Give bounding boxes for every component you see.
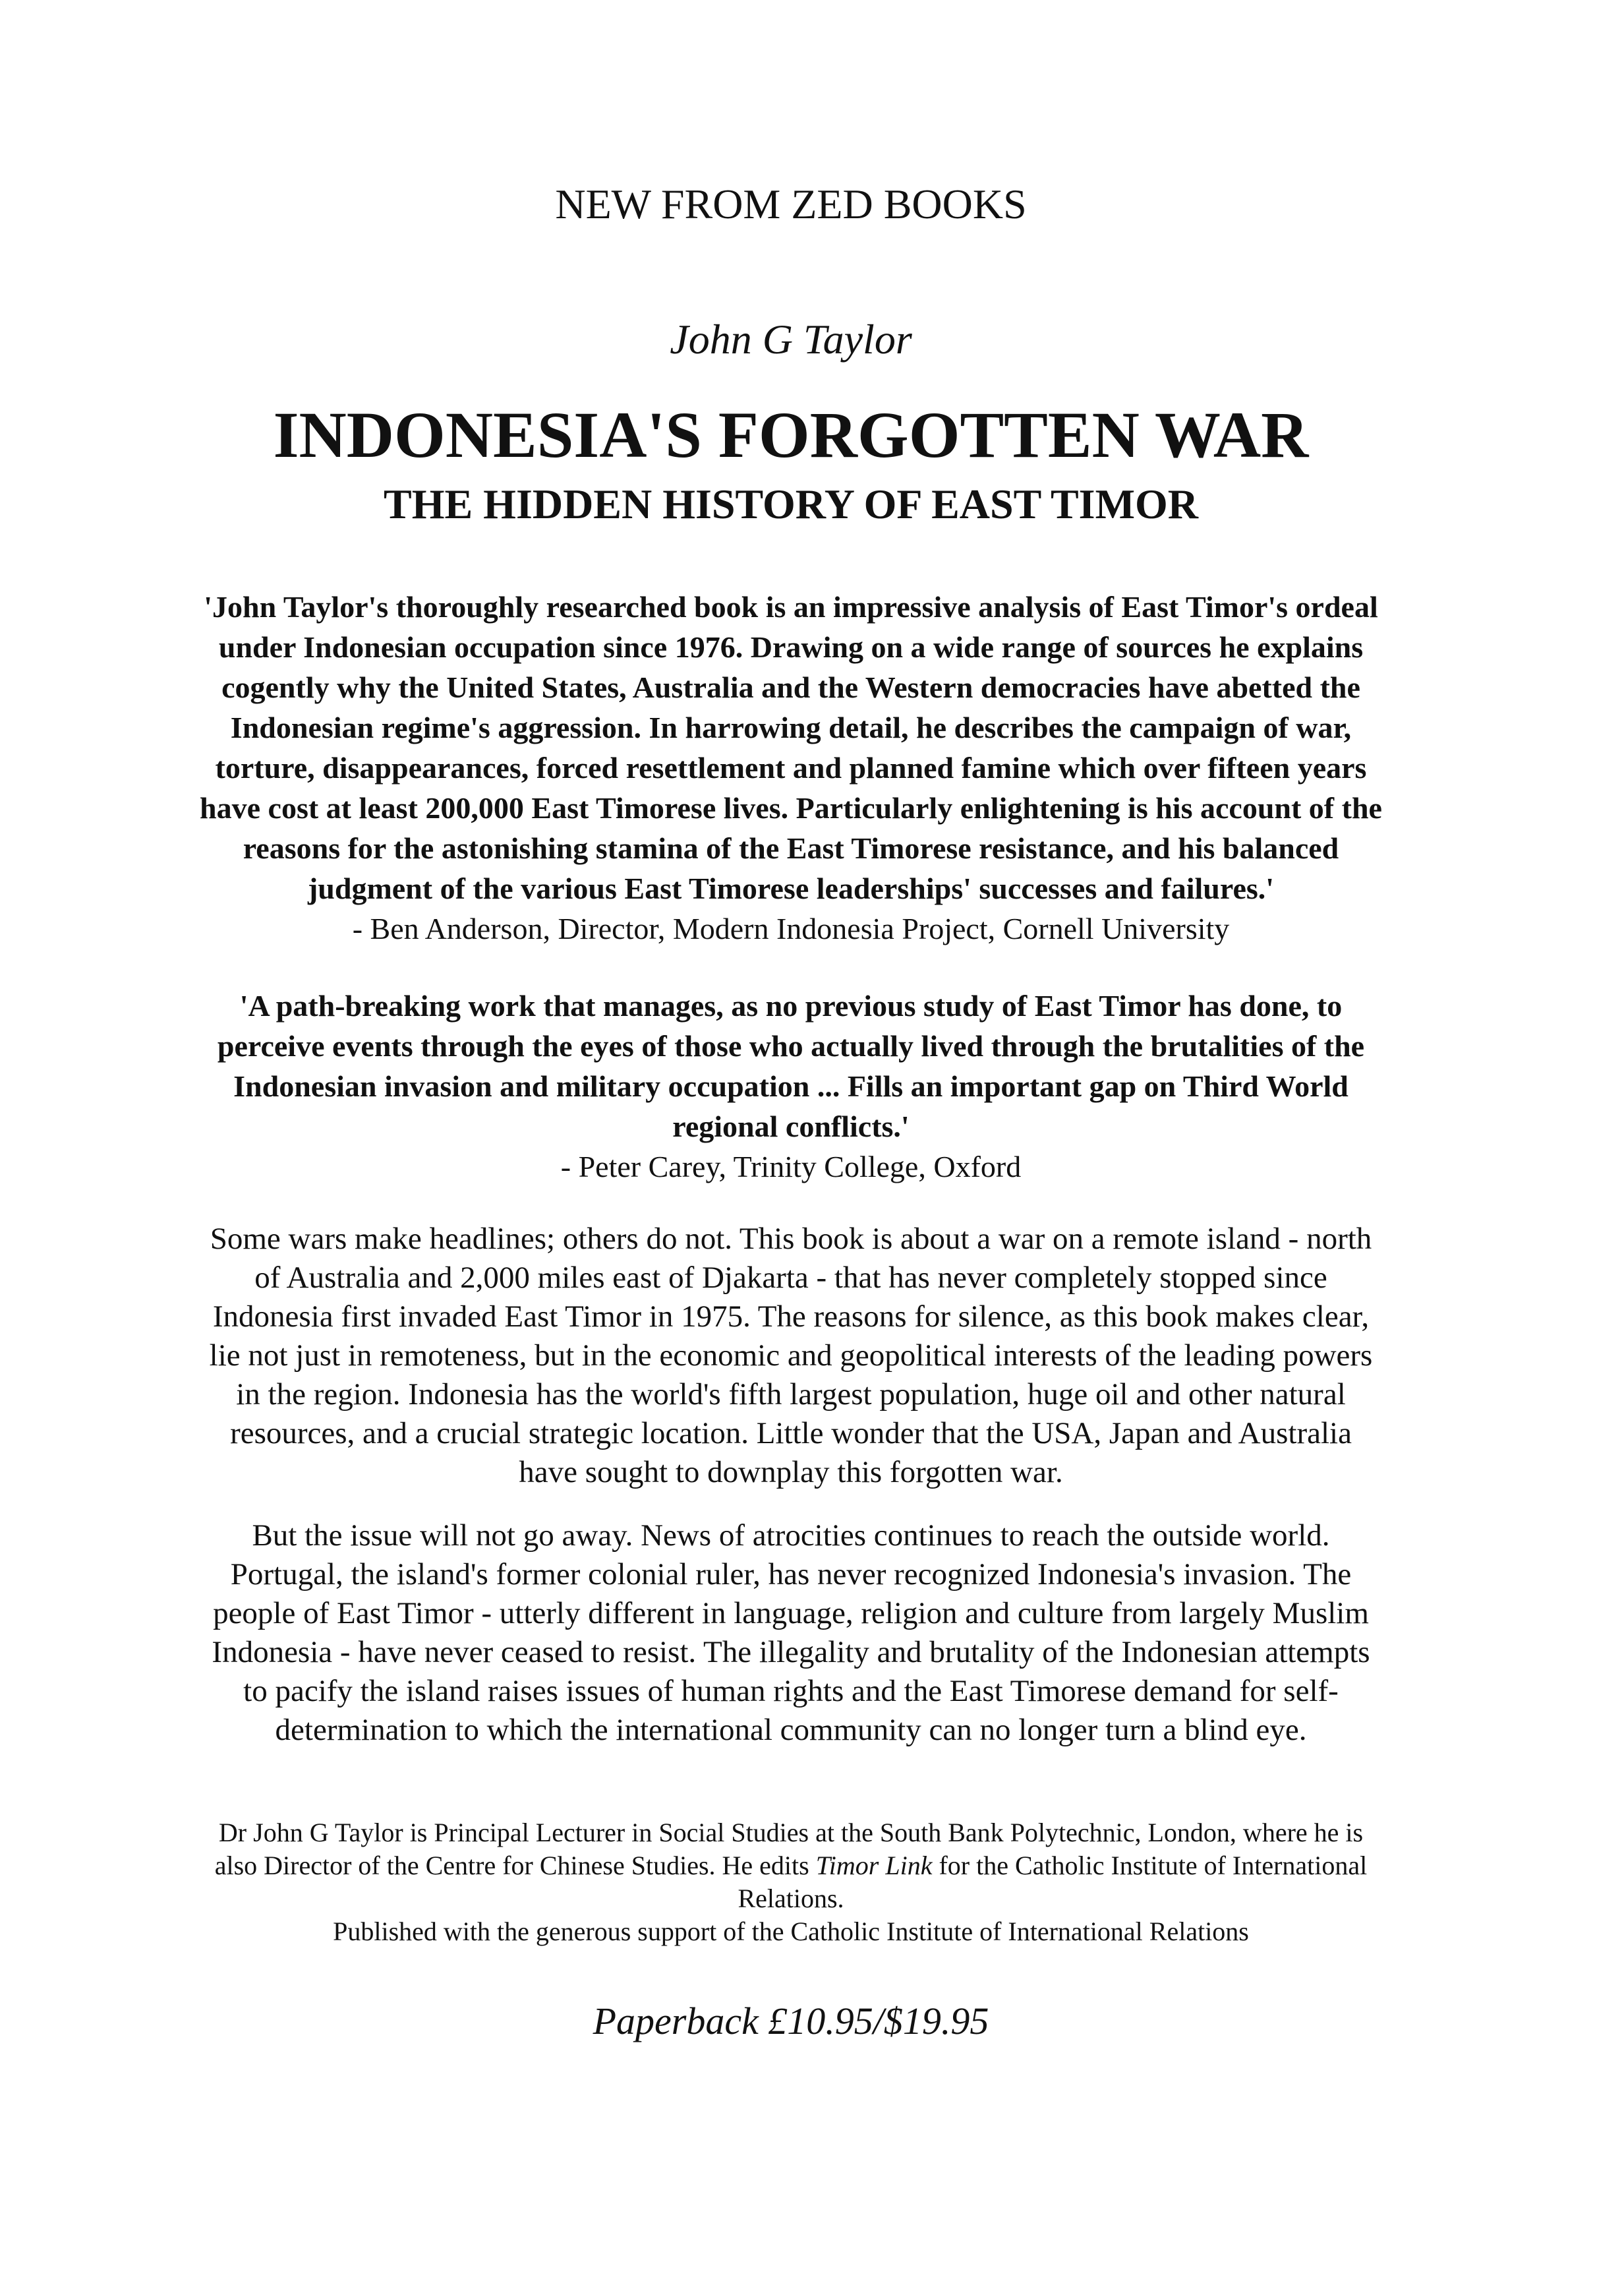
publisher-heading: NEW FROM ZED BOOKS — [555, 181, 1027, 227]
author-name: John G Taylor — [670, 316, 912, 363]
price-line: Paperback £10.95/$19.95 — [593, 2000, 989, 2042]
book-title: INDONESIA'S FORGOTTEN WAR — [273, 398, 1309, 471]
author-bio-text-1: Dr John G Taylor is Principal Lecturer in Social Studies at the South Bank Polytechnic, London, where he is also Director of the Centre for Chinese Studies. He edits — [214, 1818, 1364, 1880]
review-quote-1 — [198, 587, 1384, 949]
author-bio-text-2: for the Catholic Institute of International Relations. — [738, 1851, 1368, 1913]
review-quote-2-attribution: - Peter Carey, Trinity College, Oxford — [560, 1150, 1022, 1183]
support-note: Published with the generous support of the Catholic Institute of International Relations — [333, 1917, 1249, 1946]
description-paragraph-2: But the issue will not go away. News of atrocities continues to reach the outside world. Portugal, the island's former colonial ruler, has never recognized Indonesia's invasion. The people of East Timor - utterly different in language, religion and culture from largely Muslim Indonesia - have never ceased to resist. The illegality and brutality of the Indonesian attempts to pacify the island raises issues of human rights and the East Timorese demand for self-determination to which the international community can no longer turn a blind eye. — [212, 1518, 1370, 1747]
review-quote-1-text: 'John Taylor's thoroughly researched book is an impressive analysis of East Timor's ordeal under Indonesian occupation since 1976. Drawing on a wide range of sources he explains cogently why the United States, Australia and the Western democracies have abetted the Indonesian regime's aggression. In harrowing detail, he describes the campaign of war, torture, disappearances, forced resettlement and planned famine which over fifteen years have cost at least 200,000 East Timorese lives. Particularly enlightening is his account of the reasons for the astonishing stamina of the East Timorese resistance, and his balanced judgment of the various East Timorese leaderships' successes and failures.' — [200, 590, 1382, 905]
book-subtitle: THE HIDDEN HISTORY OF EAST TIMOR — [384, 481, 1198, 527]
description-paragraph-1: Some wars make headlines; others do not. This book is about a war on a remote island - north of Australia and 2,000 miles east of Djakarta - that has never completely stopped since Indonesia first invaded East Timor in 1975. The reasons for silence, as this book makes clear, lie not just in remoteness, but in the economic and geopolitical interests of the leading powers in the region. Indonesia has the world's fifth largest population, huge oil and other natural resources, and a crucial strategic location. Little wonder that the USA, Japan and Australia have sought to downplay this forgotten war. — [209, 1222, 1373, 1489]
review-quote-2 — [198, 986, 1384, 1187]
publication-name: Timor Link — [815, 1851, 933, 1880]
review-quote-1-attribution: - Ben Anderson, Director, Modern Indonesia Project, Cornell University — [352, 912, 1230, 945]
review-quote-2-text: 'A path-breaking work that manages, as no previous study of East Timor has done, to perceive events through the eyes of those who actually lived through the brutalities of the Indonesian invasion and military occupation ... Fills an important gap on Third World regional conflicts.' — [217, 989, 1365, 1143]
author-bio — [198, 1816, 1384, 1948]
